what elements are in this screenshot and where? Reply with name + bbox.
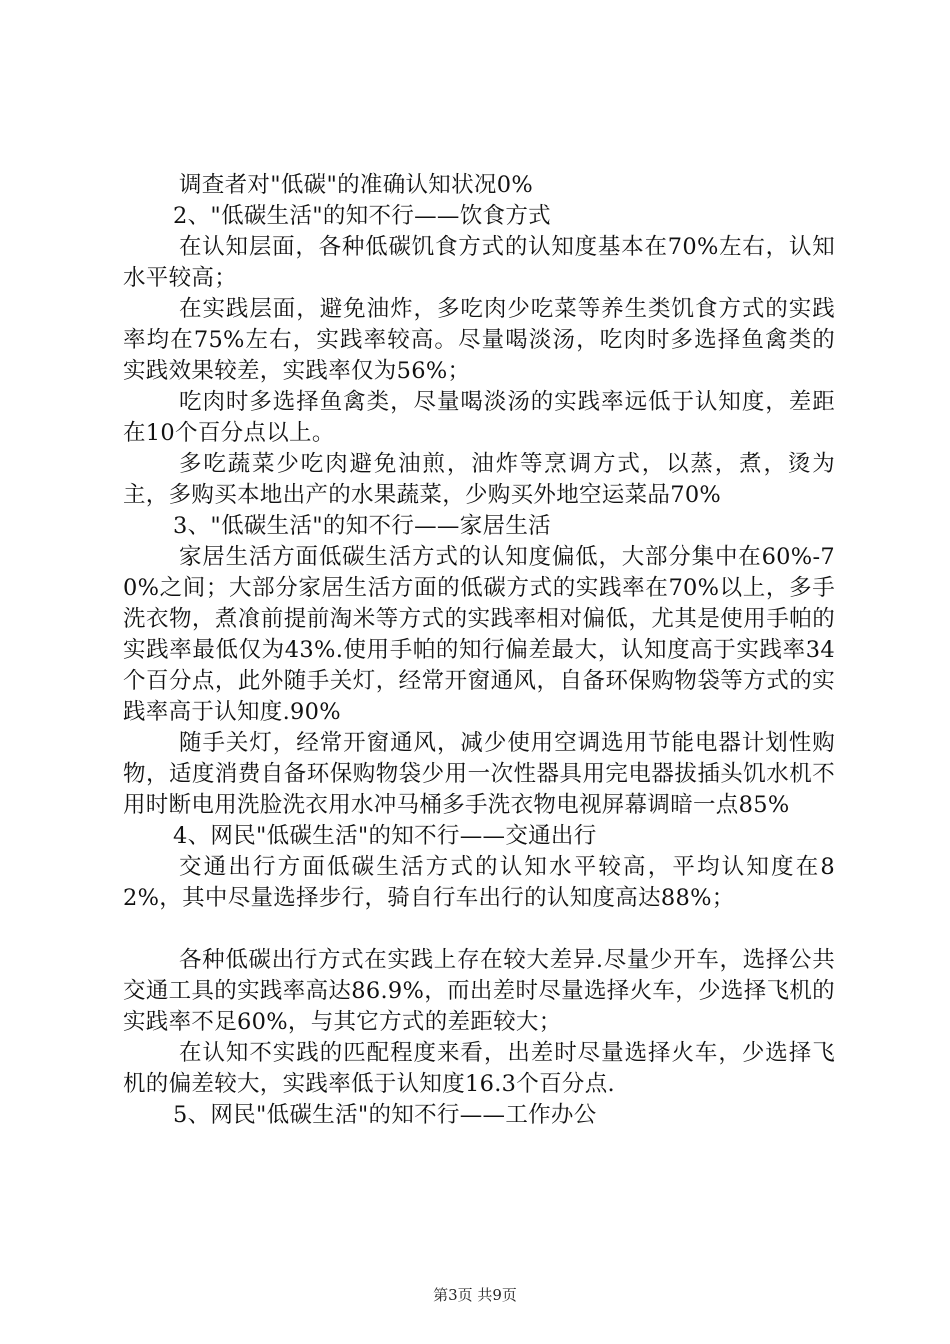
paragraph: 吃肉时多选择鱼禽类，尽量喝淡汤的实践率远低于认知度，差距在10个百分点以上。 — [123, 389, 835, 446]
section-heading: 2、"低碳生活"的知不行——饮食方式 — [173, 203, 551, 229]
paragraph: 家居生活方面低碳生活方式的认知度偏低，大部分集中在60%-70%之间；大部分家居生活方面的低碳方式的实践率在70%以上，多手洗衣物，煮飡前提前淘米等方式的实践率相对偏低，尤其是使用手帕的实践率最低仅为43%.使用手帕的知行偏差最大，认知度高于实践率34个百分点，此外随手关灯，经常开窗通风，自备环保购物袋等方式的实践率高于认知度.90% — [123, 544, 835, 725]
paragraph: 在认知不实践的匹配程度来看，出差时尽量选择火车，少选择飞机的偏差较大，实践率低于认知度16.3个百分点. — [123, 1040, 835, 1097]
blank-line — [123, 914, 835, 945]
section-heading: 4、网民"低碳生活"的知不行——交通出行 — [173, 823, 597, 849]
paragraph: 各种低碳出行方式在实践上存在较大差异.尽量少开车，选择公共交通工具的实践率高达86.9%，而出差时尽量选择火车，少选择飞机的实践率不足60%，与其它方式的差距较大； — [123, 947, 835, 1035]
page-footer: 第3页 共9页 — [433, 1286, 517, 1304]
paragraph: 在认知层面，各种低碳饥食方式的认知度基本在70%左右，认知水平较高； — [123, 234, 835, 291]
paragraph: 在实践层面，避免油炸，多吃肉少吃菜等养生类饥食方式的实践率均在75%左右，实践率较高。尽量喝淡汤，吃肉时多选择鱼禽类的实践效果较差，实践率仅为56%； — [123, 296, 835, 384]
paragraph: 随手关灯，经常开窗通风，减少使用空调选用节能电器计划性购物，适度消费自备环保购物袋少用一次性器具用完电器拔插头饥水机不用时断电用洗脸洗衣用水冲马桶多手洗衣物电视屏幕调暗一点85% — [123, 730, 835, 818]
document-body — [123, 170, 835, 1131]
paragraph: 交通出行方面低碳生活方式的认知水平较高，平均认知度在82%，其中尽量选择步行，骑自行车出行的认知度高达88%； — [123, 854, 835, 911]
section-heading: 5、网民"低碳生活"的知不行——工作办公 — [173, 1102, 597, 1128]
paragraph: 多吃蔬菜少吃肉避免油煎，油炸等烹调方式，以蒸，煮，烫为主，多购买本地出产的水果蔬菜，少购买外地空运菜品70% — [123, 451, 835, 508]
paragraph: 调查者对"低碳"的准确认知状况0% — [179, 172, 533, 198]
section-heading: 3、"低碳生活"的知不行——家居生活 — [173, 513, 551, 539]
